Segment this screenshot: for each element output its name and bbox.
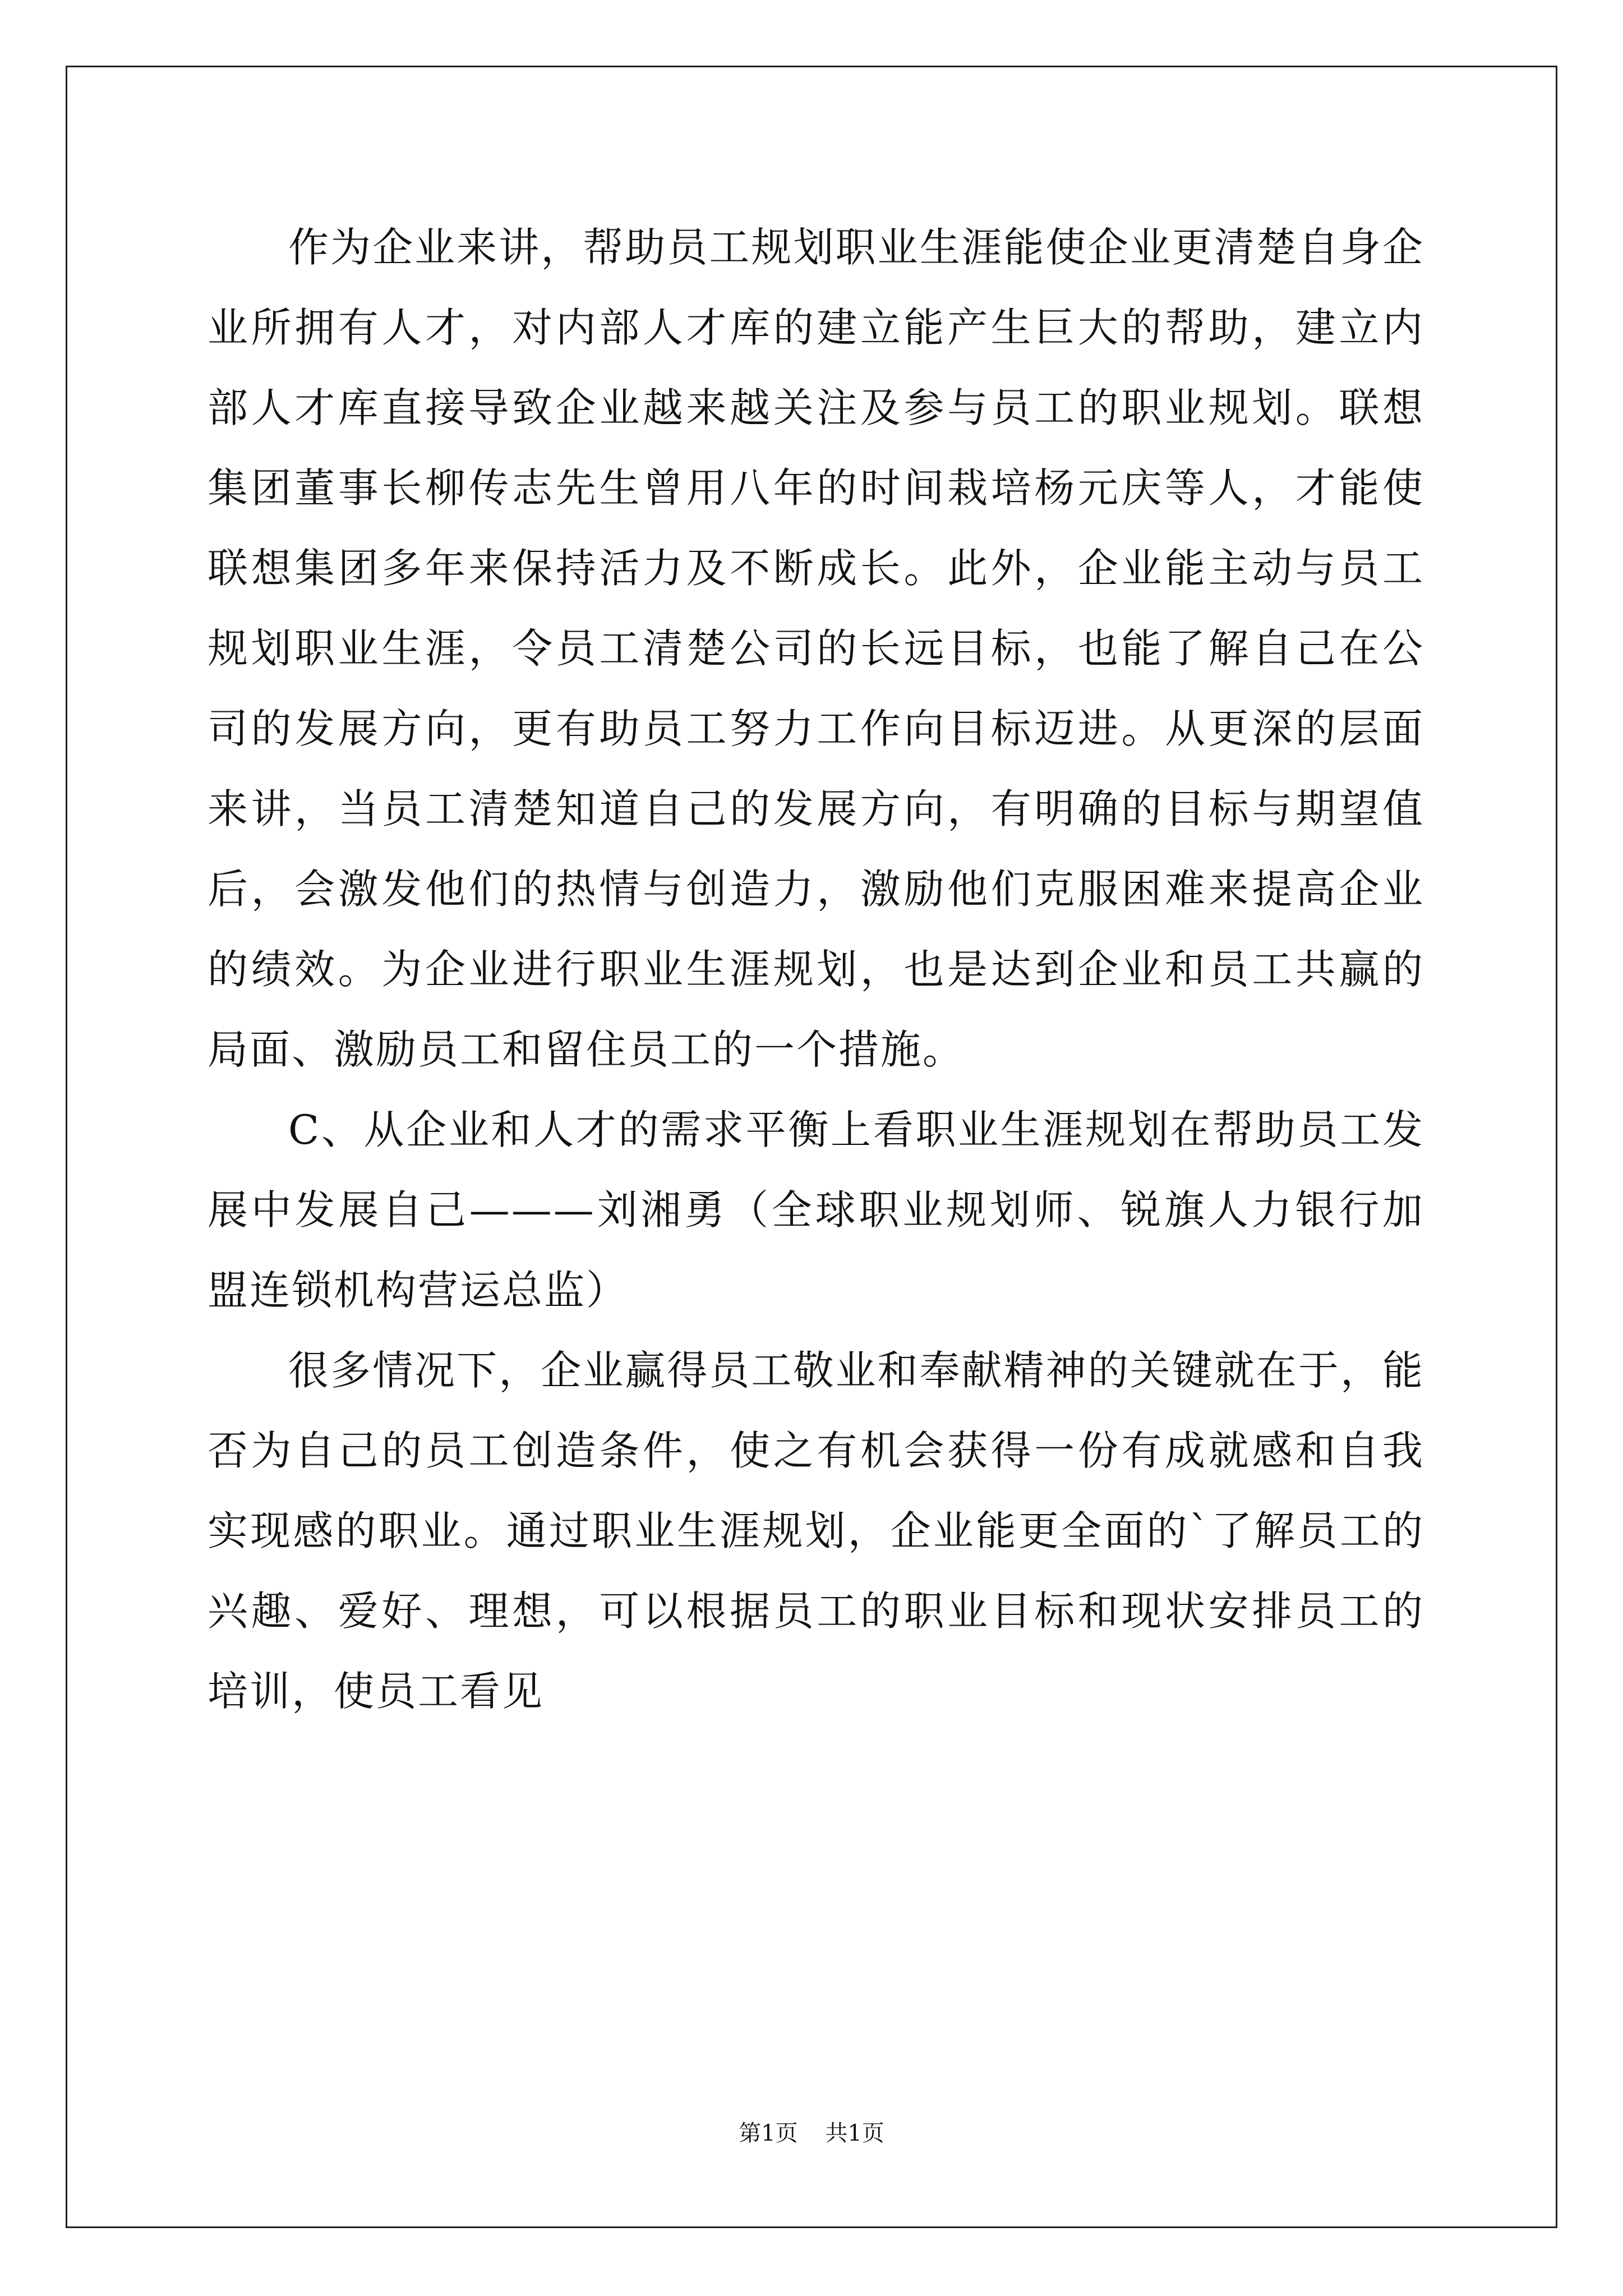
page-total: 共1页 [825, 2120, 884, 2146]
document-body [208, 208, 1424, 1732]
paragraph-3: 很多情况下，企业赢得员工敬业和奉献精神的关键就在于，能否为自己的员工创造条件，使之有机会获得一份有成就感和自我实现感的职业。通过职业生涯规划，企业能更全面的`了解员工的兴趣、爱好、理想，可以根据员工的职业目标和现状安排员工的培训，使员工看见 [208, 1347, 1424, 1715]
paragraph-1: 作为企业来讲，帮助员工规划职业生涯能使企业更清楚自身企业所拥有人才，对内部人才库的建立能产生巨大的帮助，建立内部人才库直接导致企业越来越关注及参与员工的职业规划。联想集团董事长柳传志先生曾用八年的时间栽培杨元庆等人，才能使联想集团多年来保持活力及不断成长。此外，企业能主动与员工规划职业生涯，令员工清楚公司的长远目标，也能了解自己在公司的发展方向，更有助员工努力工作向目标迈进。从更深的层面来讲，当员工清楚知道自己的发展方向，有明确的目标与期望值后，会激发他们的热情与创造力，激励他们克服困难来提高企业的绩效。为企业进行职业生涯规划，也是达到企业和员工共赢的局面、激励员工和留住员工的一个措施。 [208, 224, 1424, 1073]
page-number: 第1页 [739, 2120, 798, 2146]
paragraph-2: C、从企业和人才的需求平衡上看职业生涯规划在帮助员工发展中发展自己———刘湘勇（全球职业规划师、锐旗人力银行加盟连锁机构营运总监） [208, 1106, 1424, 1314]
page-footer [0, 2120, 1623, 2147]
